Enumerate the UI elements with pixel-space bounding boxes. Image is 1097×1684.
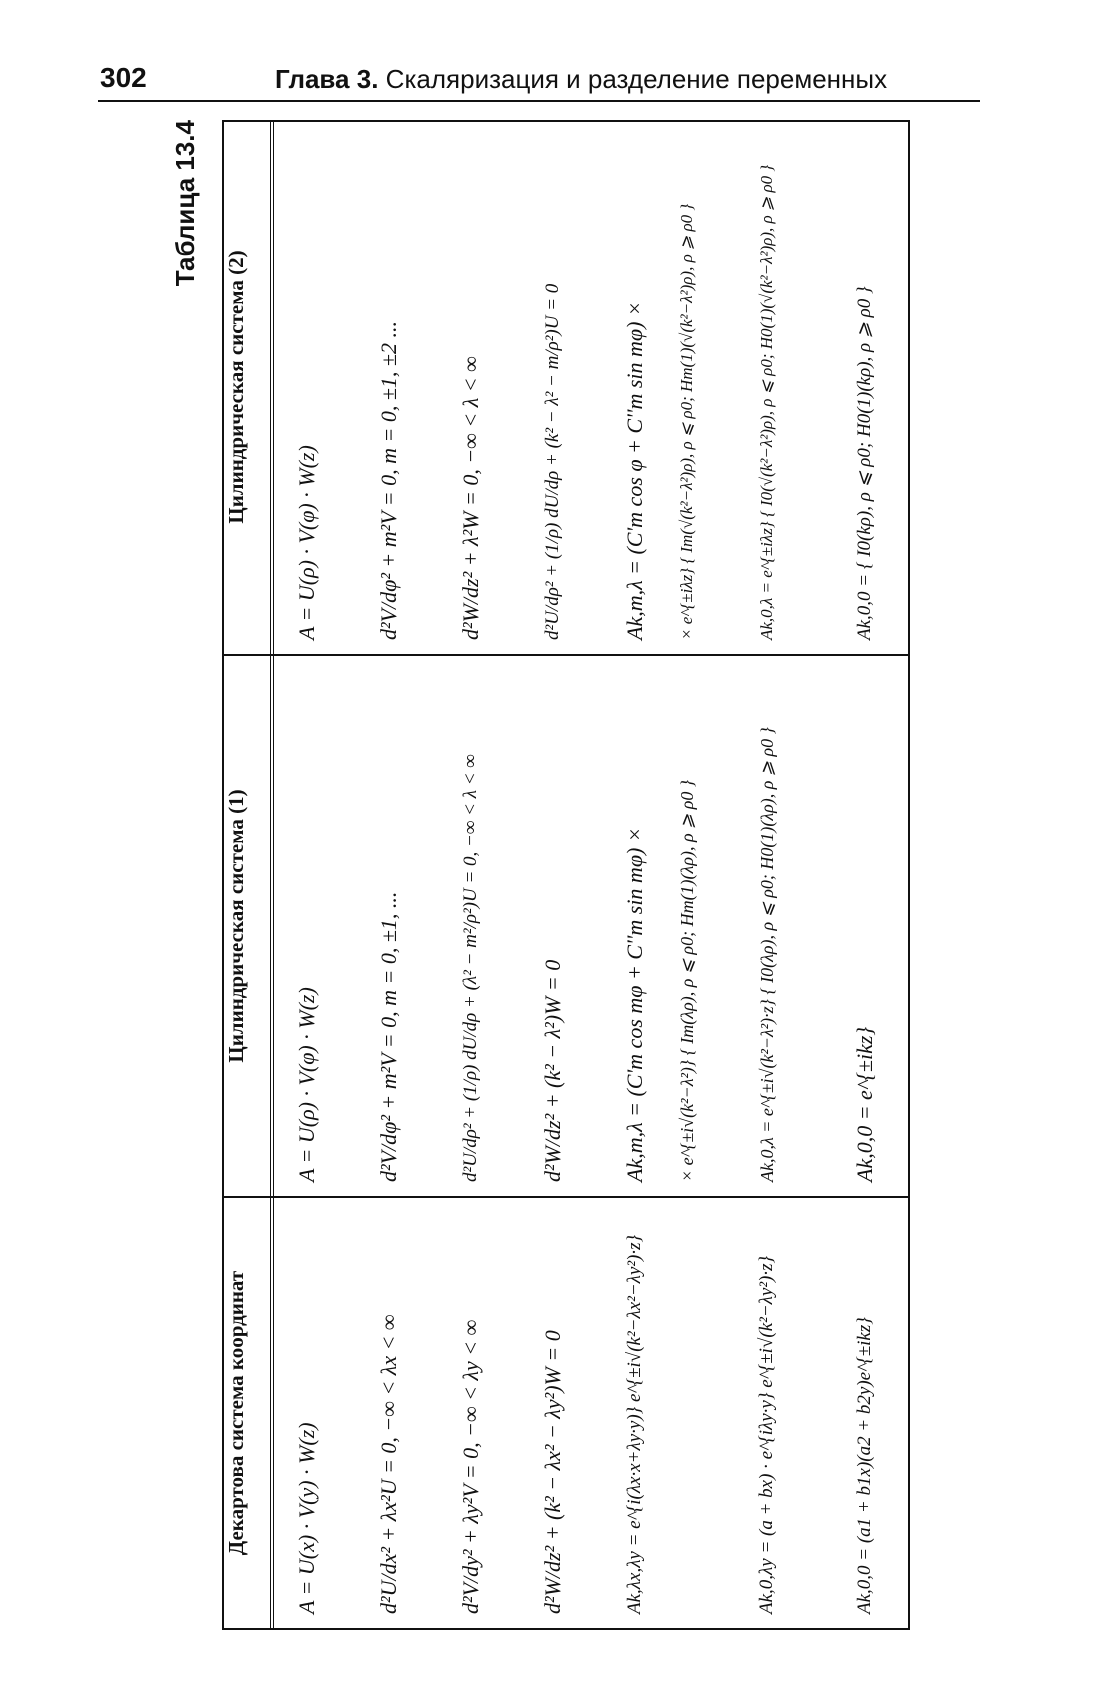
equation: d²U/dρ² + (1/ρ) dU/dρ + (k² − λ² − m/ρ²)U = 0	[542, 283, 563, 640]
equation: d²W/dz² + (k² − λ²)W = 0	[540, 959, 565, 1182]
equation: d²U/dρ² + (1/ρ) dU/dρ + (λ² − m²/ρ²)U = 0, −∞ < λ < ∞	[460, 754, 481, 1182]
equation: d²W/dz² + λ²W = 0, −∞ < λ < ∞	[458, 356, 483, 640]
equation: Ak,0,0 = e^{±ikz}	[852, 1026, 877, 1182]
equation: d²V/dφ² + m²V = 0, m = 0, ±1, ...	[376, 891, 401, 1182]
table-caption: Таблица 13.4	[170, 120, 200, 287]
page-number: 302	[100, 62, 147, 93]
table-header-row	[224, 122, 274, 1628]
equation: d²W/dz² + (k² − λx² − λy²)W = 0	[540, 1330, 565, 1614]
equation: A = U(ρ) · V(φ) · W(z)	[294, 445, 319, 640]
running-header	[100, 62, 980, 98]
column-cylindrical-1	[282, 656, 902, 1196]
equation: A = U(ρ) · V(φ) · W(z)	[294, 987, 319, 1182]
table	[222, 120, 910, 1630]
column-cartesian	[282, 1198, 902, 1628]
equation: Ak,m,λ = (C'm cos φ + C''m sin mφ) ×	[622, 301, 647, 640]
equation: d²V/dφ² + m²V = 0, m = 0, ±1, ±2 ...	[376, 320, 401, 640]
equation: Ak,0,λ = e^{±iλz} { I0(√(k²−λ²)ρ), ρ ⩽ ρ0; H0(1)(√(k²−λ²)ρ), ρ ⩾ ρ0 }	[757, 164, 776, 640]
equation: d²V/dy² + λy²V = 0, −∞ < λy < ∞	[458, 1319, 483, 1614]
equation: A = U(x) · V(y) · W(z)	[294, 1422, 319, 1614]
column-header-cylindrical-2: Цилиндрическая система (2)	[224, 250, 248, 524]
rotated-table-area	[170, 120, 910, 1630]
column-cylindrical-2	[282, 120, 902, 654]
chapter-title: Скаляризация и разделение переменных	[385, 64, 888, 94]
equation: Ak,λx,λy = e^{i(λx·x+λy·y)} e^{±i√(k²−λx²−λy²)·z}	[624, 1234, 645, 1614]
equation: Ak,m,λ = (C'm cos mφ + C''m sin mφ) ×	[622, 827, 647, 1182]
header-rule	[98, 100, 980, 102]
chapter-heading	[275, 64, 887, 95]
chapter-label: Глава 3.	[275, 64, 379, 94]
equation: Ak,0,0 = (a1 + b1x)(a2 + b2y)e^{±ikz}	[854, 1317, 875, 1614]
column-header-cylindrical-1: Цилиндрическая система (1)	[224, 789, 248, 1063]
equation: × e^{±iλz} { Im(√(k²−λ²)ρ), ρ ⩽ ρ0; Hm(1)(√(k²−λ²)ρ), ρ ⩾ ρ0 }	[677, 203, 696, 640]
equation: Ak,0,λy = (a + bx) · e^{iλy·y} e^{±i√(k²−λy²)·z}	[756, 1255, 777, 1614]
equation: Ak,0,0 = { I0(kρ), ρ ⩽ ρ0; H0(1)(kρ), ρ ⩾ ρ0 }	[854, 286, 875, 640]
column-header-cartesian: Декартова система координат	[224, 1270, 248, 1556]
equation: × e^{±i√(k²−λ²)} { Im(λρ), ρ ⩽ ρ0; Hm(1)(λρ), ρ ⩾ ρ0 }	[677, 779, 697, 1182]
equation: d²U/dx² + λx²U = 0, −∞ < λx < ∞	[376, 1314, 401, 1614]
equation: Ak,0,λ = e^{±i√(k²−λ²)·z} { I0(λρ), ρ ⩽ ρ0; H0(1)(λρ), ρ ⩾ ρ0 }	[757, 727, 777, 1182]
